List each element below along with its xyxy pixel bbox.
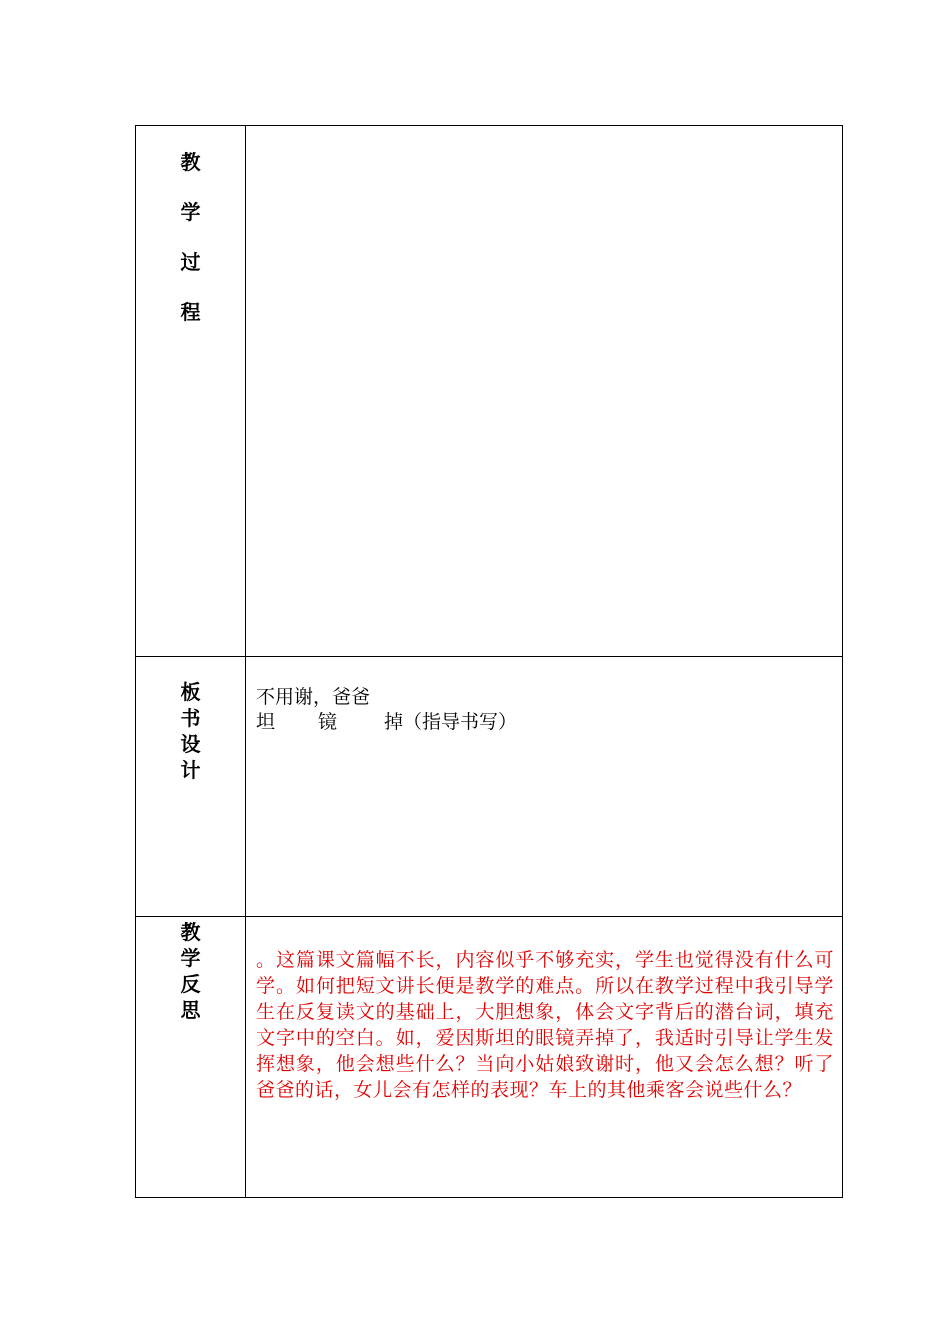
teaching-process-label (136, 126, 245, 348)
teaching-reflection-label (136, 917, 245, 1023)
label-char: 教 (180, 920, 201, 944)
teaching-process-label-cell (136, 126, 246, 657)
label-char: 程 (180, 300, 201, 324)
board-word: 坦 (256, 711, 276, 733)
teaching-process-content-cell (246, 126, 843, 657)
label-char: 板 (180, 680, 201, 704)
board-word: 镜 (318, 711, 338, 733)
board-design-label (136, 657, 245, 783)
board-word: 掉（指导书写） (384, 711, 518, 733)
teaching-process-row (136, 126, 843, 657)
board-words (256, 710, 842, 735)
label-char: 教 (180, 150, 201, 174)
label-char: 设 (180, 732, 201, 756)
label-char: 反 (180, 972, 201, 996)
board-design-content (246, 657, 842, 735)
board-design-label-cell (136, 657, 246, 917)
label-char: 计 (180, 758, 201, 782)
label-char: 学 (180, 946, 201, 970)
label-char: 过 (180, 250, 201, 274)
board-design-content-cell (246, 657, 843, 917)
label-char: 学 (180, 200, 201, 224)
board-design-row (136, 657, 843, 917)
teaching-reflection-content-cell (246, 917, 843, 1198)
lesson-plan-table (135, 125, 843, 1198)
teaching-reflection-row (136, 917, 843, 1198)
label-char: 书 (180, 706, 201, 730)
teaching-reflection-label-cell (136, 917, 246, 1198)
label-char: 思 (180, 998, 201, 1022)
teaching-reflection-text: 。这篇课文篇幅不长，内容似乎不够充实，学生也觉得没有什么可学。如何把短文讲长便是教学的难点。所以在教学过程中我引导学生在反复读文的基础上，大胆想象，体会文字背后的潜台词，填充文字中的空白。如，爱因斯坦的眼镜弄掉了，我适时引导让学生发挥想象，他会想些什么？当向小姑娘致谢时，他又会怎么想？听了爸爸的话，女儿会有怎样的表现？车上的其他乘客会说些什么？ (256, 949, 834, 1101)
board-title: 不用谢，爸爸 (256, 686, 371, 708)
